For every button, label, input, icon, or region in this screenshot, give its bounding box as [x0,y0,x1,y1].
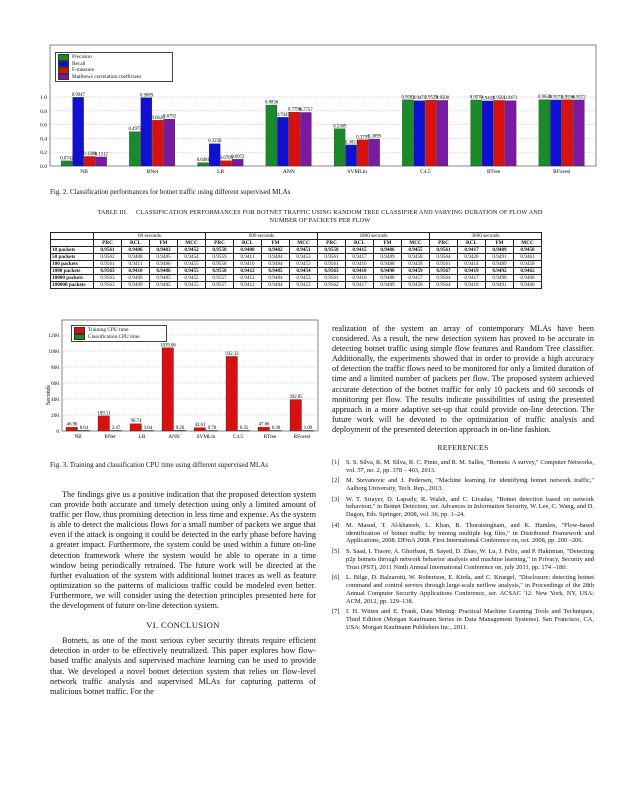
y-tick-label: 1200 [48,333,59,339]
data-label: 0.9572 [572,95,586,101]
table-cell: 0.9563 [318,268,346,275]
bar-f-measure-rforest [562,100,573,166]
table-cell: 0.9485 [150,282,178,289]
table-cell: 0.9453 [290,275,318,282]
table-cell: 0.9406 [122,247,150,254]
table-cell: 0.9485 [262,268,290,275]
data-label: 0.30 [271,425,281,431]
reference-number: [7] [332,607,340,615]
bar-training-rtree [258,427,270,431]
table-3-title-line2: NUMBER OF PACKETS PER FLOW [269,217,371,224]
data-label: 0.0769 [219,156,233,162]
reference-item [332,496,594,520]
table-group-header: 600 seconds [206,233,318,240]
bar-training-rforest [290,400,302,431]
table-cell: 0.9455 [178,261,206,268]
table-metric-header: RCL [346,240,374,247]
table-cell: 0.9408 [234,247,262,254]
table-cell: 0.9557 [206,282,234,289]
data-label: 0.9529 [424,95,438,101]
table-group-header-row [51,233,542,240]
data-label: 0.3899 [367,134,381,140]
data-label: 0.6620 [151,115,165,121]
table-cell: 0.9412 [234,275,262,282]
table-cell: 0.9562 [94,254,122,261]
bar-training-lr [130,424,142,431]
reference-number: [3] [332,495,340,503]
data-label: 0.9432 [481,96,495,102]
table-cell: 0.9563 [94,282,122,289]
table-cell: 0.9492 [486,268,514,275]
table-metric-header: PRC [430,240,458,247]
table-metric-header: RCL [458,240,486,247]
table-metric-header: FM [486,240,514,247]
data-label: 8.64 [79,425,89,431]
table-cell: 0.9564 [430,254,458,261]
category-label: ANN [282,169,295,175]
table-cell: 0.9451 [290,247,318,254]
table-metric-header: PRC [206,240,234,247]
table-cell: 0.9561 [318,261,346,268]
table-cell: 0.9489 [374,282,402,289]
data-label: 0.0742 [60,156,74,162]
table-metric-header: PRC [318,240,346,247]
data-label: 392.85 [289,395,303,401]
bar-f-measure-rtree [494,100,505,166]
table-cell: 0.9485 [150,275,178,282]
bar-precision-nb [61,161,72,166]
table-cell: 0.9458 [402,254,430,261]
reference-number: [2] [332,477,340,485]
table-metric-header: MCC [514,240,542,247]
table-cell: 0.9485 [150,254,178,261]
data-label: 0.7047 [276,112,290,118]
table-cell: 0.9412 [234,268,262,275]
table-cell: 0.9563 [94,268,122,275]
table-metric-header: MCC [290,240,318,247]
table-cell: 0.9491 [486,254,514,261]
bar-recall-ann [277,117,288,166]
data-label: 0.9582 [401,95,415,101]
bar-recall-bnet [141,98,152,166]
bar-precision-svmlin [334,129,345,166]
table-cell: 0.9453 [290,282,318,289]
table-cell: 0.9486 [150,268,178,275]
table-group-header: 1800 seconds [318,233,430,240]
table-row-label: 50 packets [51,254,94,261]
reference-text: S. S. Silva, R. M. Silva, R. C. Pinto, and R. M. Salles, "Botnets: A survey," Computer Networks, vol. 57, no. 2, pp. 378 – 403, 2013. [346,459,594,475]
table-cell: 0.9484 [262,261,290,268]
data-label: 0.9596 [561,95,575,101]
table-cell: 0.9418 [346,268,374,275]
data-label: 9.26 [175,425,185,431]
table-cell: 0.9482 [262,247,290,254]
table-cell: 0.9416 [346,261,374,268]
table-cell: 0.9452 [178,247,206,254]
table-group-header: 60 seconds [94,233,206,240]
table-cell: 0.9489 [486,247,514,254]
reference-number: [6] [332,573,340,581]
table-cell: 0.9411 [234,254,262,261]
y-tick-label: 400 [51,397,59,403]
table-cell: 0.9558 [318,247,346,254]
legend-label: Precision [72,54,92,61]
table-cell: 0.9458 [514,261,542,268]
table-cell: 0.9484 [262,275,290,282]
conclusion-paragraph: Botnets, as one of the most serious cyber security threats require efficient detection in order to be effectively neutralized. This paper explores how flow-based traffic analysis and supervised machine learning can be used to provide that. We developed a novel botnet detection system that relies on flow-level network traffic analysis and supervised MLAs for capturing patterns of malicious botnet traffic. For the [50,636,316,696]
data-label: 0.3230 [208,139,222,145]
data-label: 90.74 [130,419,142,425]
table-cell: 0.9417 [346,254,374,261]
reference-text: M. Stevanovic and J. Pedersen, "Machine learning for identifying botnet network traffic," Aalborg University, Tech. Rep., 2013. [346,477,594,493]
data-label: 189.11 [97,411,111,417]
table-metric-header: RCL [122,240,150,247]
table-metric-header: FM [150,240,178,247]
table-cell: 0.9454 [290,268,318,275]
table-cell: 0.9417 [346,282,374,289]
table-cell: 0.9489 [486,261,514,268]
y-tick-label: 0.4 [40,136,47,143]
table-metric-header-row [51,240,542,247]
table-cell: 0.9559 [206,254,234,261]
bar-f-measure-ann [289,112,300,166]
right-column [332,324,594,634]
table-cell: 0.9411 [122,261,150,268]
table-row [51,268,542,275]
table-row [51,261,542,268]
bar-recall-svmlin [346,145,357,166]
category-label: C4.5 [420,169,431,175]
y-tick-label: 1000 [48,349,59,355]
table-row [51,254,542,261]
bar-recall-nb [73,97,84,166]
y-tick-label: 0.2 [40,150,47,157]
table-cell: 0.9490 [374,268,402,275]
category-label: RTree [263,434,277,440]
table-cell: 0.9561 [318,254,346,261]
bar-precision-bnet [129,132,140,166]
table-cell: 0.9461 [514,254,542,261]
data-label: 0.0972 [231,154,245,160]
reference-item [332,459,594,475]
data-label: 3.47 [111,425,121,431]
table-cell: 0.9453 [290,254,318,261]
reference-item [332,574,594,606]
data-label: 1039.86 [160,343,176,349]
figure-2-caption: Fig. 2. Classification performances for botnet traffic using different supervised MLAs [50,188,291,196]
reference-item [332,477,594,493]
data-label: 0.9573 [549,95,563,101]
table-row [51,282,542,289]
bar-matthews-correlation-coefficient-c45 [437,100,448,166]
bar-recall-rforest [550,100,561,166]
data-label: 3.64 [143,425,153,431]
table-cell: 0.9453 [290,261,318,268]
category-label: SVMLin [347,169,367,175]
reference-number: [1] [332,459,340,467]
table-cell: 0.9561 [430,247,458,254]
y-tick-label: 0.0 [40,164,47,170]
bar-recall-rtree [482,101,493,166]
bar-recall-lr [209,144,220,166]
category-label: ANN [168,434,180,440]
table-cell: 0.9459 [402,268,430,275]
table-row-label: 100 packets [51,261,94,268]
category-label: BNet [104,434,116,440]
table-cell: 0.9419 [458,268,486,275]
data-label: 0.9947 [71,92,85,98]
data-label: 0.1380 [83,151,97,157]
table-cell: 0.9460 [514,275,542,282]
category-label: LR [217,169,225,175]
table-cell: 0.9562 [318,282,346,289]
y-tick-label: 600 [51,381,59,387]
y-tick-label: 0.8 [40,108,47,115]
table-cell: 0.9483 [150,247,178,254]
y-tick-label: 0.6 [40,122,47,129]
data-label: 0.7796 [288,107,302,113]
data-label: 0.9500 [436,95,450,101]
data-label: 0.3053 [344,140,358,146]
legend-item [74,334,164,341]
reference-item [332,548,594,572]
table-corner [51,233,94,240]
table-metric-header: FM [374,240,402,247]
table-cell: 0.9458 [514,247,542,254]
data-label: 0.9570 [469,95,483,101]
data-label: 0.78 [207,425,217,431]
table-cell: 0.9564 [430,282,458,289]
reference-item [332,522,594,546]
data-label: 0.0481 [196,158,210,164]
table-cell: 0.9416 [346,275,374,282]
data-label: 47.86 [258,422,270,428]
table-cell: 0.9454 [178,254,206,261]
realization-paragraph: realization of the system an array of contemporary MLAs have been considered. As a result, the new detection system has proved to be accurate in detecting botnet traffic using simple flow features and Random Tree classifier. Additionally, the experiments showed that in order to provide a high accuracy of detection the traffic flows need to be monitored for only a limited duration of time and a limited number of packets per flow. The proposed system achieved accurate detection of the botnet traffic for only 10 packets and 60 seconds of monitoring per flow. The results indicate possibilities of using the presented approach in a more adaptive set-up that could provide on-line detection. The future work will be devoted to the optimization of traffic analysis and deployment of the presented detection approach in on-line fashion. [332,324,594,434]
table-cell: 0.9457 [402,275,430,282]
bar-matthews-correlation-coefficient-nb [96,157,107,166]
table-cell: 0.9557 [206,275,234,282]
bar-matthews-correlation-coefficient-svmlin [369,139,380,166]
legend-label: Matthews correlation coefficient [72,73,142,80]
legend-label: Recall [72,60,86,67]
data-label: 0.9471 [504,96,518,102]
table-row [51,275,542,282]
bar-f-measure-bnet [152,120,163,166]
table-cell: 0.9563 [94,275,122,282]
table-3-title [50,209,590,225]
table-cell: 0.9409 [122,282,150,289]
table-row-label: 10 packets [51,247,94,254]
data-label: 932.33 [225,351,239,357]
table-cell: 0.9418 [458,282,486,289]
y-tick-label: 0 [56,429,59,435]
table-row-label: 10000 packets [51,275,94,282]
table-cell: 0.9561 [318,275,346,282]
table-metric-header: MCC [178,240,206,247]
bar-precision-rforest [539,100,550,166]
category-label: NB [80,169,88,175]
reference-text: S. Saad, I. Traore, A. Ghorbani, B. Sayed, D. Zhao, W. Lu, J. Felix, and P. Hakimian, "Detecting p2p botnets through network behavior analysis and machine learning," in Privacy, Security and Trust (PST), 2011 Ninth Annual International Conference on, july 2011, pp. 174 –180. [346,547,594,571]
table-cell: 0.9417 [458,275,486,282]
table-cell: 0.9564 [430,275,458,282]
data-label: 0.7757 [299,107,313,113]
table-cell: 0.9414 [458,261,486,268]
table-cell: 0.9409 [122,275,150,282]
table-cell: 0.9561 [94,247,122,254]
y-tick-label: 200 [51,413,59,419]
table-cell: 0.9489 [374,254,402,261]
data-label: 42.61 [194,423,206,429]
bar-f-measure-c45 [425,100,436,166]
section-heading-conclusion: VI. CONCLUSION [146,620,220,631]
table-cell: 0.9458 [402,261,430,268]
data-label: 46.98 [66,422,78,428]
table-cell: 0.9491 [486,282,514,289]
table-row-label: 1000 packets [51,268,94,275]
table-cell: 0.9490 [486,275,514,282]
table-metric-header: RCL [234,240,262,247]
table-cell: 0.9486 [150,261,178,268]
reference-text: M. Masud, T. Al-khateeb, L. Khan, B. Thuraisingham, and K. Hamlen, "Flow-based identification of botnet traffic by mining multiple log files," in Distributed Framework and Applications, 2008. DFmA 2008. First International Conference on, oct. 2008, pp. 200 –206. [346,521,594,545]
bar-training-bnet [98,416,110,431]
category-label: C4.5 [232,434,244,440]
references-list [332,459,594,631]
table-cell: 0.9455 [178,282,206,289]
table-cell: 0.9484 [262,254,290,261]
table-cell: 0.9558 [206,268,234,275]
legend-label: F-measure [72,67,95,74]
left-column [50,490,316,697]
data-label: 0.4975 [128,127,142,133]
findings-paragraph: The findings give us a positive indication that the proposed detection system can provide both accurate and timely detection using only a limited amount of traffic per flow, thus promising detection in less time and expense. As the system is able to detect the malicious flows for a small number of packets we argue that even if the attack is ongoing it could be detected in the early phase before having a greater impact. Furthermore, the system could be used within a future on-line detection framework where the system would be able to operate in a time window being periodically retrained. The future work will be directed at the further evaluation of the system with additional botnet traces as well as feature optimization so the patterns of malicious traffic could be modeled even better. Furthermore, we will consider using the detection principles presented here for the development of future on-line detection system. [50,490,316,611]
bar-f-measure-nb [84,156,95,166]
table-cell: 0.9455 [178,275,206,282]
reference-item [332,608,594,632]
results-table [50,232,542,289]
table-cell: 0.9460 [514,282,542,289]
bar-matthews-correlation-coefficient-rforest [573,100,584,166]
reference-text: I. H. Witten and E. Frank, Data Mining: Practical Machine Learning Tools and Techniques, Third Edition (Morgan Kaufmann Series in Data Management Systems). San Francisco, CA, USA: Morgan Kaufmann Publishers Inc., 2011. [346,607,594,631]
figure-2-legend [55,52,173,82]
data-label: 0.9501 [492,95,506,101]
table-cell: 0.9412 [234,282,262,289]
data-label: 1.09 [303,425,313,431]
bar-training-nb [66,427,78,431]
table-corner [51,240,94,247]
table-cell: 0.9420 [458,254,486,261]
category-label: SVMLin [196,434,216,440]
section-heading-references: REFERENCES [437,443,489,453]
data-label: 0.6792 [163,114,177,120]
table-cell: 0.9484 [262,282,290,289]
category-label: BNet [146,169,159,175]
table-cell: 0.9567 [430,268,458,275]
category-label: NB [74,434,82,440]
bar-matthews-correlation-coefficient-rtree [505,101,516,166]
reference-number: [5] [332,547,340,555]
bar-training-ann [162,348,174,431]
data-label: 0.35 [239,425,249,431]
figure-3-caption: Fig. 3. Training and classification CPU time using different supervised MLAs [50,461,269,469]
bar-f-measure-lr [221,161,232,166]
data-label: 0.9620 [538,95,552,101]
data-label: 0.1312 [94,152,108,158]
table-cell: 0.9458 [402,282,430,289]
table-metric-header: MCC [402,240,430,247]
reference-text: L. Bilge, D. Balzarotti, W. Robertson, E. Kirda, and C. Kruegel, "Disclosure: detecting botnet command and control servers through large-scale netflow analysis," in Proceedings of the 28th Annual Computer Security Applications Conference, ser. ACSAC '12. New York, NY, USA: ACM, 2012, pp. 129–138. [346,573,594,605]
legend-label: Classification CPU time [88,333,140,340]
category-label: RTree [487,169,501,175]
table-3-label: TABLE III. [97,209,128,216]
y-tick-label: 800 [51,365,59,371]
bar-recall-c45 [414,101,425,166]
data-label: 0.5389 [333,124,347,130]
table-cell: 0.9455 [178,268,206,275]
figure-3-ylabel: Seconds [46,385,52,405]
table-cell: 0.9455 [402,247,430,254]
bar-precision-rtree [471,100,482,166]
legend-swatch-classification [74,334,85,341]
legend-label: Training CPU time [88,327,129,334]
table-cell: 0.9561 [430,261,458,268]
table-cell: 0.9558 [206,247,234,254]
bar-matthews-correlation-coefficient-bnet [164,119,175,166]
legend-swatch-mcc [58,74,69,81]
reference-number: [4] [332,521,340,529]
table-cell: 0.9410 [122,268,150,275]
legend-item [58,74,170,81]
table-cell: 0.9415 [346,247,374,254]
table-cell: 0.9488 [374,275,402,282]
y-tick-label: 1.0 [40,95,47,101]
table-metric-header: FM [262,240,290,247]
table-cell: 0.9462 [514,268,542,275]
table-group-header: 3600 seconds [430,233,542,240]
data-label: 0.9889 [140,93,154,99]
table-row [51,247,542,254]
table-row-label: 100000 packets [51,282,94,289]
table-3-title-line1: CLASSIFICATION PERFORMANCES FOR BOTNET TRAFFIC USING RANDOM TREE CLASSIFIER AND VARYING DURATION OF FLOW AND [136,209,543,216]
table-cell: 0.9417 [458,247,486,254]
table-cell: 0.9561 [94,261,122,268]
bar-matthews-correlation-coefficient-lr [232,159,243,166]
data-label: 0.8836 [265,100,279,106]
bar-training-svmlin [194,428,206,431]
table-cell: 0.9486 [374,247,402,254]
category-label: RForest [293,434,311,440]
bar-f-measure-svmlin [357,140,368,166]
bar-training-c45 [226,356,238,431]
reference-text: W. T. Strayer, D. Lapsely, R. Walsh, and C. Livadas, "Botnet detection based on network behaviour," in Botnet Detection, ser. Advances in Information Security, W. Lee, C. Wang, and D. Dagon, Eds. Springer, 2008, vol. 36, pp. 1–24. [346,495,594,519]
bar-matthews-correlation-coefficient-ann [300,112,311,166]
bar-precision-c45 [402,100,413,166]
data-label: 0.3795 [356,135,370,141]
category-label: LR [138,434,146,440]
data-label: 0.9471 [413,96,427,102]
figure-3-legend [71,325,167,342]
figure-2-chart [0,0,638,182]
table-cell: 0.9410 [234,261,262,268]
table-cell: 0.9488 [374,261,402,268]
table-cell: 0.9558 [206,261,234,268]
table-cell: 0.9408 [122,254,150,261]
category-label: RForest [553,169,571,175]
table-metric-header: PRC [94,240,122,247]
bar-precision-ann [266,105,277,166]
table-3 [50,232,542,289]
